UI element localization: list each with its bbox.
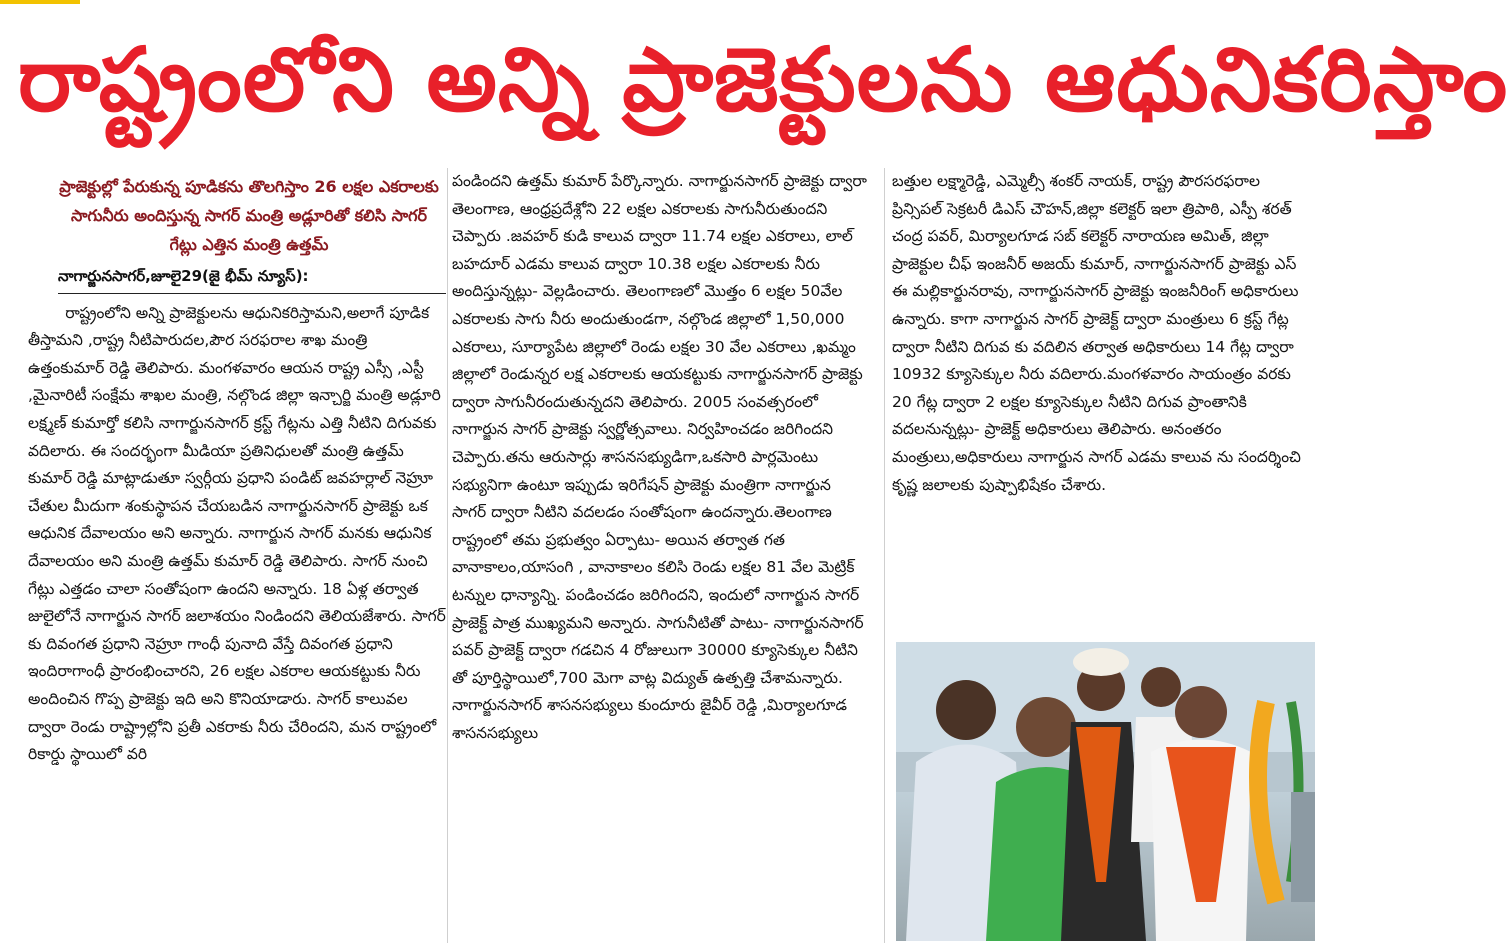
headline: రాష్ట్రంలోని అన్ని ప్రాజెక్టులను ఆధునికరిస్తాం (18, 28, 1508, 131)
article-column-2 (452, 168, 870, 943)
article-column-1 (28, 168, 446, 943)
column-divider (884, 168, 885, 943)
subheadline: ప్రాజెక్టుల్లో పేరుకున్న పూడికను తొలగిస్తాం 26 లక్షల ఎకరాలకు సాగునీరు అందిస్తున్న సాగర్ మంత్రి అడ్లూరితో కలిసి సాగర్ గేట్లు ఎత్తిన మంత్రి ఉత్తమ్ (59, 177, 439, 254)
photo-ministers-at-dam-gates (896, 642, 1315, 941)
column-divider (447, 168, 448, 943)
corner-accent-bar (0, 0, 80, 4)
news-photo (896, 642, 1315, 941)
dateline: నాగార్జునసాగర్,జూలై29(జై భీమ్ న్యూస్): (58, 263, 446, 294)
body-text-column-1: రాష్ట్రంలోని అన్ని ప్రాజెక్టులను ఆధునికరిస్తామని,అలాగే పూడిక తీస్తామని ,రాష్ట్ర నీటిపారుదల,పౌర సరఫరాల శాఖ మంత్రి ఉత్తంకుమార్ రెడ్డి తెలిపారు. మంగళవారం ఆయన రాష్ట్ర ఎస్సీ ,ఎస్టీ ,మైనారిటీ సంక్షేమ శాఖల మంత్రి, నల్గొండ జిల్లా ఇన్చార్జి మంత్రి అడ్లూరి లక్ష్మణ్ కుమార్తో కలిసి నాగార్జునసాగర్ క్రస్ట్ గేట్లను ఎత్తి నీటిని దిగువకు వదిలారు. ఈ సందర్భంగా మీడియా ప్రతినిధులతో మంత్రి ఉత్తమ్ కుమార్ రెడ్డి మాట్లాడుతూ స్వర్గీయ ప్రధాని పండిట్ జవహర్లాల్ నెహ్రూ చేతుల మీదుగా శంకుస్థాపన చేయబడిన నాగార్జునసాగర్ ప్రాజెక్టు ఒక ఆధునిక దేవాలయం అని అన్నారు. నాగార్జున సాగర్ మనకు ఆధునిక దేవాలయం అని మంత్రి ఉత్తమ్ కుమార్ రెడ్డి తెలిపారు. సాగర్ నుంచి గేట్లు ఎత్తడం చాలా సంతోషంగా ఉందని అన్నారు. 18 ఏళ్ల తర్వాత జులైలోనే నాగార్జున సాగర్ జలాశయం నిండిందని తెలియజేశారు. సాగర్ కు దివంగత ప్రధాని నెహ్రూ గాంధీ పునాది వేస్తే దివంగత ప్రధాని ఇందిరాగాంధీ ప్రారంభించారని, 26 లక్షల ఎకరాల ఆయకట్టుకు నీరు అందించిన గొప్ప ప్రాజెక్టు ఇది అని కొనియాడారు. సాగర్ కాలువల ద్వారా రెండు రాష్ట్రాల్లోని ప్రతీ ఎకరాకు నీరు చేరిందని, మన రాష్ట్రంలో రికార్డు స్థాయిలో వరి (28, 303, 446, 764)
body-text-column-2: పండిందని ఉత్తమ్ కుమార్ పేర్కొన్నారు. నాగార్జునసాగర్ ప్రాజెక్టు ద్వారా తెలంగాణ, ఆంధ్రప్రదేశ్లోని 22 లక్షల ఎకరాలకు సాగునీరుతుందని చెప్పారు .జవహర్ కుడి కాలువ ద్వారా 11.74 లక్షల ఎకరాలు, లాల్ బహదూర్ ఎడమ కాలువ ద్వారా 10.38 లక్షల ఎకరాలకు నీరు అందిస్తున్నట్లు- వెల్లడించారు. తెలంగాణలో మొత్తం 6 లక్షల 50వేల ఎకరాలకు సాగు నీరు అందుతుండగా, నల్గొండ జిల్లాలో 1,50,000 ఎకరాలు, సూర్యాపేట జిల్లాలో రెండు లక్షల 30 వేల ఎకరాలు ,ఖమ్మం జిల్లాలో రెండున్నర లక్ష ఎకరాలకు ఆయకట్టుకు నాగార్జునసాగర్ ప్రాజెక్టు ద్వారా సాగునీరందుతున్నదని తెలిపారు. 2005 సంవత్సరంలో నాగార్జున సాగర్ ప్రాజెక్టు స్వర్ణోత్సవాలు. నిర్వహించడం జరిగిందని చెప్పారు.తను ఆరుసార్లు శాసనసభ్యుడిగా,ఒకసారి పార్లమెంటు సభ్యునిగా ఉంటూ ఇప్పుడు ఇరిగేషన్ ప్రాజెక్టు మంత్రిగా నాగార్జున సాగర్ ద్వారా నీటిని వదలడం సంతోషంగా ఉందన్నారు.తెలంగాణ రాష్ట్రంలో తమ ప్రభుత్వం ఏర్పాటు- అయిన తర్వాత గత వానాకాలం,యాసంగి , వానాకాలం కలిసి రెండు లక్షల 81 వేల మెట్రిక్ టన్నుల ధాన్యాన్ని. పండించడం జరిగిందని, ఇందులో నాగార్జున సాగర్ ప్రాజెక్ట్ పాత్ర ముఖ్యమని అన్నారు. సాగునీటితో పాటు- నాగార్జునసాగర్ పవర్ ప్రాజెక్ట్ ద్వారా గడచిన 4 రోజులుగా 30000 క్యూసెక్కుల నీటిని తో పూర్తిస్థాయిలో,700 మెగా వాట్ల విద్యుత్ ఉత్పత్తి చేశామన్నారు. నాగార్జునసాగర్ శాసనసభ్యులు కుందూరు జైవీర్ రెడ్డి ,మిర్యాలగూడ శాసనసభ్యులు (452, 172, 867, 742)
body-text-column-3: బత్తుల లక్ష్మారెడ్డి, ఎమ్మెల్సీ శంకర్ నాయక్, రాష్ట్ర పౌరసరఫరాల ప్రిన్సిపల్ సెక్రటరీ డిఎస్ చౌహన్,జిల్లా కలెక్టర్ ఇలా త్రిపాఠి, ఎస్పీ శరత్ చంద్ర పవర్, మిర్యాలగూడ సబ్ కలెక్టర్ నారాయణ అమిత్, జిల్లా ప్రాజెక్టుల చీఫ్ ఇంజనీర్ అజయ్ కుమార్, నాగార్జునసాగర్ ప్రాజెక్టు ఎస్ ఈ మల్లికార్జునరావు, నాగార్జునసాగర్ ప్రాజెక్టు ఇంజనీరింగ్ అధికారులు ఉన్నారు. కాగా నాగార్జున సాగర్ ప్రాజెక్ట్ ద్వారా మంత్రులు 6 క్రస్ట్ గేట్ల ద్వారా నీటిని దిగువ కు వదిలిన తర్వాత అధికారులు 14 గేట్ల ద్వారా 10932 క్యూసెక్కుల నీరు వదిలారు.మంగళవారం సాయంత్రం వరకు 20 గేట్ల ద్వారా 2 లక్షల క్యూసెక్కుల నీటిని దిగువ ప్రాంతానికి వదలనున్నట్లు- ప్రాజెక్ట్ అధికారులు తెలిపారు. అనంతరం మంత్రులు,అధికారులు నాగార్జున సాగర్ ఎడమ కాలువ ను సందర్శించి కృష్ణ జలాలకు పుష్పాభిషేకం చేశారు. (892, 172, 1301, 494)
article-column-3 (892, 168, 1312, 608)
